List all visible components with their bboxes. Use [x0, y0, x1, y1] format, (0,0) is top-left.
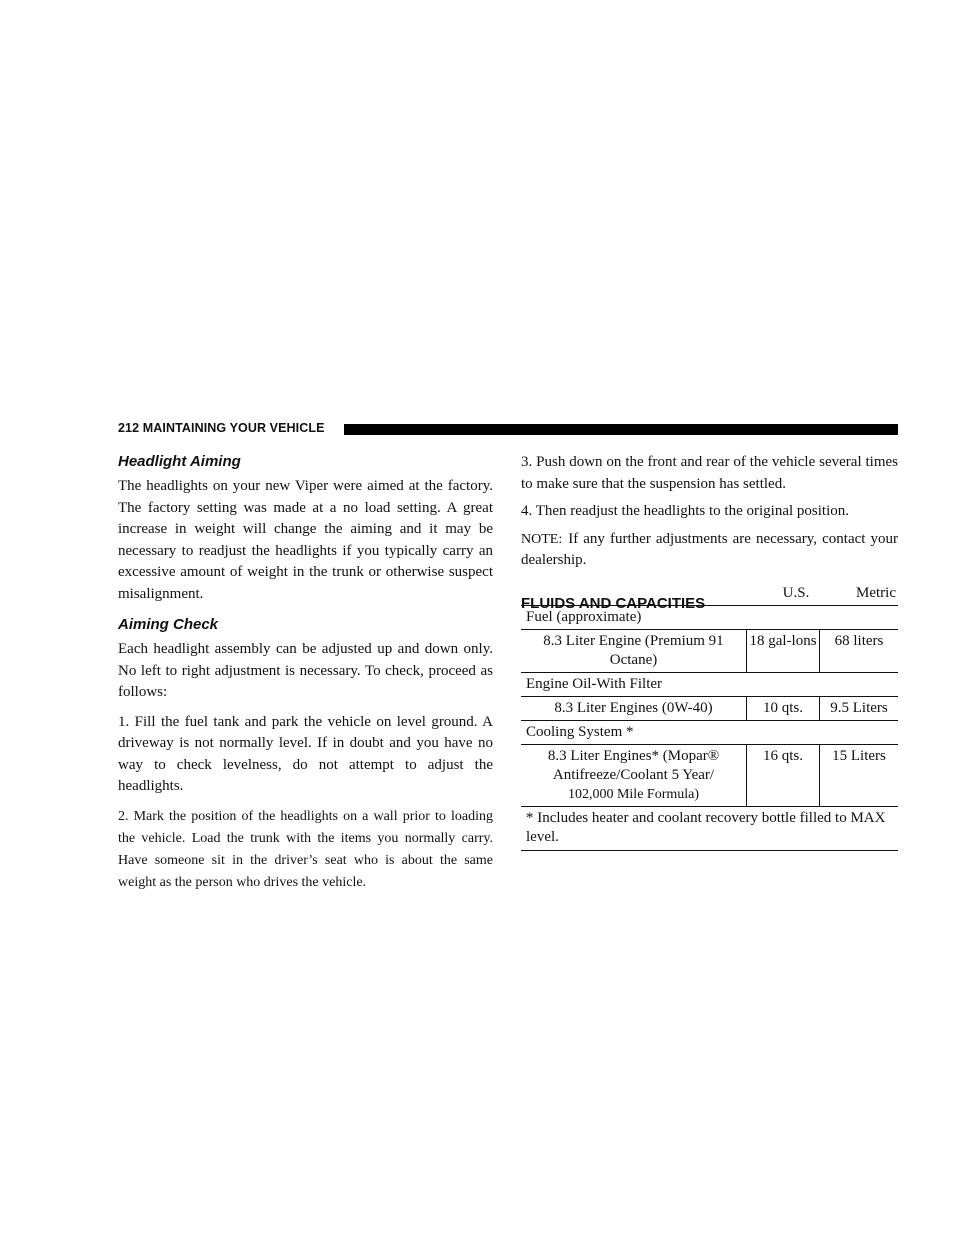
column-header-metric: Metric	[856, 585, 896, 601]
table-header-row	[521, 584, 898, 606]
step-4: 4. Then readjust the headlights to the original position.	[521, 503, 850, 519]
cell-item-name-line: 102,000 Mile Formula)	[567, 787, 700, 802]
page-number-section-label: 212 MAINTAINING YOUR VEHICLE	[118, 421, 325, 435]
cell-us-value: 10 qts.	[746, 697, 819, 720]
step-2: 2. Mark the position of the headlights on a wall prior to loading the vehicle. Load the trunk with the items you normally carry. Have someone sit in the driver’s seat who is about the same weight as the person who drives the vehicle.	[118, 808, 493, 890]
heading-headlight-aiming: Headlight Aiming	[118, 453, 241, 470]
table-row	[521, 697, 898, 721]
cell-item-name	[521, 745, 746, 806]
table-group-fuel: Fuel (approximate)	[521, 606, 898, 630]
table-row	[521, 630, 898, 673]
left-column	[118, 452, 493, 894]
table-footnote: * Includes heater and coolant recovery bottle filled to MAX level.	[521, 807, 898, 851]
cell-item-name: 8.3 Liter Engines (0W-40)	[554, 700, 713, 716]
cell-us-value: 16 qts.	[746, 745, 819, 806]
header-rule-bar	[344, 424, 898, 435]
note-paragraph	[521, 529, 898, 572]
cell-metric-value: 68 liters	[819, 630, 898, 672]
table-group-engine-oil: Engine Oil-With Filter	[521, 673, 898, 697]
heading-aiming-check: Aiming Check	[118, 616, 219, 633]
cell-metric-value: 15 Liters	[819, 745, 898, 806]
section-title-fluids: FLUIDS AND CAPACITIES	[521, 594, 706, 612]
cell-item-name: 8.3 Liter Engine (Premium 91 Octane)	[543, 633, 724, 668]
step-3: 3. Push down on the front and rear of the vehicle several times to make sure that the suspension has settled.	[521, 454, 898, 492]
page-header	[118, 420, 898, 438]
paragraph-aiming-check: Each headlight assembly can be adjusted up and down only. No left to right adjustment is necessary. To check, proceed as follows:	[118, 641, 493, 700]
paragraph-headlight-aiming: The headlights on your new Viper were aimed at the factory. The factory setting was made at a no load setting. A great increase in weight will change the aiming and it may be necessary to readjust the headlights if you typically carry an excessive amount of weight in the trunk or otherwise suspect misalignment.	[118, 478, 493, 602]
note-label: NOTE:	[521, 531, 563, 547]
cell-us-value: 18 gal-lons	[746, 630, 819, 672]
cell-metric-value: 9.5 Liters	[819, 697, 898, 720]
column-header-us: U.S.	[782, 585, 810, 601]
table-row	[521, 745, 898, 807]
fluids-capacities-table	[521, 584, 898, 851]
cell-item-name-line: Antifreeze/Coolant 5 Year/	[552, 767, 715, 783]
step-1: 1. Fill the fuel tank and park the vehicle on level ground. A driveway is not normally level. If in doubt and you have no way to check levelness, do not attempt to adjust the headlights.	[118, 713, 493, 794]
note-text: If any further adjustments are necessary, contact your dealership.	[521, 530, 898, 568]
cell-item-name-line: 8.3 Liter Engines* (Mopar®	[547, 748, 720, 764]
table-group-cooling-system: Cooling System *	[521, 721, 898, 745]
